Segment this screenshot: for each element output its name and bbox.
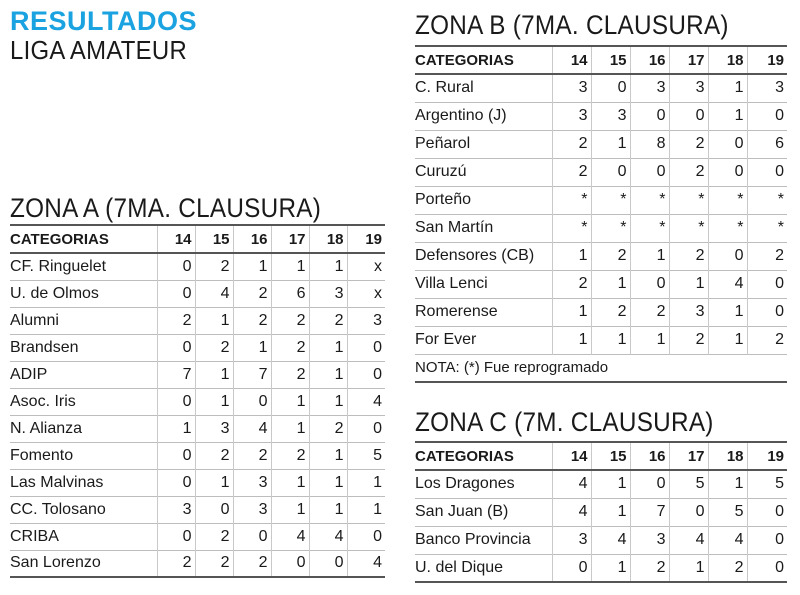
team-name: CC. Tolosano	[10, 500, 106, 518]
team-name: Brandsen	[10, 338, 79, 356]
table-row	[415, 326, 787, 354]
score-cell: 2	[157, 550, 195, 577]
team-name: Peñarol	[415, 135, 471, 152]
zona-b-table	[415, 45, 787, 383]
score-cell: 1	[591, 326, 630, 354]
table-row	[10, 253, 385, 280]
table-header-row	[415, 442, 787, 470]
score-cell: 4	[669, 526, 708, 554]
score-cell: 2	[669, 158, 708, 186]
score-cell: 3	[669, 74, 708, 102]
table-row	[415, 74, 787, 102]
score-cell: 2	[271, 307, 309, 334]
score-cell: 1	[347, 496, 385, 523]
score-cell: 1	[591, 470, 630, 498]
score-cell: 4	[708, 526, 747, 554]
team-name: Porteño	[415, 191, 472, 208]
column-header-19: 19	[747, 46, 787, 74]
score-cell: 3	[233, 469, 271, 496]
score-cell: 3	[157, 496, 195, 523]
score-cell: 6	[747, 130, 787, 158]
page-subtitle: LIGA AMATEUR	[10, 35, 188, 65]
score-cell: 2	[233, 280, 271, 307]
score-cell: 1	[309, 388, 347, 415]
table-row	[10, 388, 385, 415]
table-row	[415, 498, 787, 526]
score-cell: 1	[630, 326, 669, 354]
zona-c-table	[415, 441, 787, 583]
team-name: U. del Dique	[415, 558, 504, 576]
score-cell: 1	[591, 498, 630, 526]
score-cell: 2	[591, 298, 630, 326]
table-row	[415, 242, 787, 270]
table-row	[10, 496, 385, 523]
score-cell: 1	[157, 415, 195, 442]
score-cell: 0	[747, 102, 787, 130]
score-cell: 4	[347, 550, 385, 577]
table-row	[10, 550, 385, 577]
score-cell: 2	[271, 442, 309, 469]
column-header-categorias: CATEGORIAS	[10, 230, 109, 248]
score-cell: 2	[309, 415, 347, 442]
score-cell: 4	[271, 523, 309, 550]
zona-b-section	[415, 10, 787, 383]
score-cell: 2	[195, 442, 233, 469]
team-name: ADIP	[10, 365, 48, 383]
score-cell: 7	[233, 361, 271, 388]
column-header-14: 14	[157, 225, 195, 253]
zona-a-section	[10, 193, 385, 578]
score-cell: 2	[747, 326, 787, 354]
score-cell: 0	[233, 388, 271, 415]
score-cell: 1	[195, 361, 233, 388]
score-cell: *	[669, 214, 708, 242]
team-name: San Martín	[415, 219, 494, 236]
column-header-18: 18	[708, 442, 747, 470]
team-name: Asoc. Iris	[10, 392, 76, 410]
table-header-row	[10, 225, 385, 253]
zona-a-table	[10, 224, 385, 578]
score-cell: *	[669, 186, 708, 214]
score-cell: 1	[552, 242, 591, 270]
score-cell: 2	[552, 270, 591, 298]
score-cell: 2	[552, 130, 591, 158]
score-cell: 3	[347, 307, 385, 334]
score-cell: 0	[591, 74, 630, 102]
table-row	[10, 469, 385, 496]
score-cell: 2	[708, 554, 747, 582]
score-cell: 1	[271, 388, 309, 415]
score-cell: 2	[157, 307, 195, 334]
column-header-19: 19	[347, 225, 385, 253]
score-cell: 3	[233, 496, 271, 523]
score-cell: 3	[552, 74, 591, 102]
table-row	[415, 526, 787, 554]
score-cell: 0	[591, 158, 630, 186]
score-cell: 4	[552, 498, 591, 526]
column-header-14: 14	[552, 46, 591, 74]
score-cell: 0	[630, 470, 669, 498]
score-cell: 2	[630, 298, 669, 326]
score-cell: 1	[195, 469, 233, 496]
column-header-16: 16	[233, 225, 271, 253]
table-note: NOTA: (*) Fue reprogramado	[415, 354, 787, 382]
score-cell: 4	[591, 526, 630, 554]
team-name: Defensores (CB)	[415, 247, 535, 264]
score-cell: 3	[630, 526, 669, 554]
score-cell: 0	[630, 158, 669, 186]
score-cell: 0	[157, 469, 195, 496]
score-cell: 5	[347, 442, 385, 469]
column-header-15: 15	[195, 225, 233, 253]
score-cell: *	[591, 214, 630, 242]
column-header-15: 15	[591, 46, 630, 74]
table-row	[415, 554, 787, 582]
note-row	[415, 354, 787, 382]
score-cell: 4	[708, 270, 747, 298]
score-cell: *	[747, 214, 787, 242]
table-row	[10, 415, 385, 442]
score-cell: 0	[309, 550, 347, 577]
score-cell: 0	[157, 334, 195, 361]
table-row	[10, 523, 385, 550]
column-header-17: 17	[669, 46, 708, 74]
score-cell: 7	[157, 361, 195, 388]
team-name: Las Malvinas	[10, 473, 104, 491]
team-name: Villa Lenci	[415, 275, 488, 292]
score-cell: 0	[552, 554, 591, 582]
score-cell: 1	[309, 469, 347, 496]
score-cell: 0	[708, 242, 747, 270]
score-cell: 0	[747, 554, 787, 582]
score-cell: 2	[271, 334, 309, 361]
team-name: For Ever	[415, 331, 477, 348]
zona-c-title: ZONA C (7M. CLAUSURA)	[415, 407, 714, 437]
table-row	[10, 307, 385, 334]
column-header-16: 16	[630, 442, 669, 470]
team-name: Los Dragones	[415, 475, 515, 493]
score-cell: 3	[591, 102, 630, 130]
score-cell: 1	[309, 334, 347, 361]
table-row	[10, 442, 385, 469]
score-cell: 1	[309, 496, 347, 523]
score-cell: 1	[708, 326, 747, 354]
score-cell: 5	[708, 498, 747, 526]
score-cell: *	[747, 186, 787, 214]
score-cell: 0	[708, 130, 747, 158]
score-cell: 2	[195, 523, 233, 550]
team-name: Curuzú	[415, 163, 467, 180]
score-cell: 1	[708, 74, 747, 102]
score-cell: 2	[630, 554, 669, 582]
column-header-17: 17	[271, 225, 309, 253]
score-cell: 1	[591, 554, 630, 582]
score-cell: 0	[747, 158, 787, 186]
score-cell: 2	[309, 307, 347, 334]
team-name: Banco Provincia	[415, 531, 531, 548]
score-cell: 0	[271, 550, 309, 577]
score-cell: 0	[630, 102, 669, 130]
score-cell: 2	[195, 550, 233, 577]
score-cell: 0	[669, 498, 708, 526]
table-row	[10, 361, 385, 388]
score-cell: 0	[747, 498, 787, 526]
score-cell: *	[630, 186, 669, 214]
score-cell: 2	[747, 242, 787, 270]
table-row	[415, 130, 787, 158]
page-title: RESULTADOS	[10, 6, 197, 36]
score-cell: 2	[552, 158, 591, 186]
score-cell: 6	[271, 280, 309, 307]
team-name: Argentino (J)	[415, 107, 507, 124]
column-header-19: 19	[747, 442, 787, 470]
score-cell: 3	[669, 298, 708, 326]
score-cell: 1	[233, 334, 271, 361]
score-cell: 1	[195, 307, 233, 334]
score-cell: 5	[669, 470, 708, 498]
score-cell: 1	[591, 270, 630, 298]
score-cell: 4	[309, 523, 347, 550]
column-header-categorias: CATEGORIAS	[415, 447, 514, 465]
score-cell: 2	[591, 242, 630, 270]
score-cell: 2	[233, 442, 271, 469]
score-cell: *	[552, 186, 591, 214]
score-cell: 0	[747, 526, 787, 554]
score-cell: 0	[157, 388, 195, 415]
score-cell: 3	[552, 526, 591, 554]
zona-c-section	[415, 407, 787, 583]
score-cell: 1	[195, 388, 233, 415]
score-cell: 1	[233, 253, 271, 280]
score-cell: 1	[309, 253, 347, 280]
team-name: San Lorenzo	[10, 554, 101, 572]
column-header-16: 16	[630, 46, 669, 74]
table-row	[415, 102, 787, 130]
score-cell: 3	[552, 102, 591, 130]
score-cell: 2	[195, 334, 233, 361]
team-name: U. de Olmos	[10, 284, 99, 302]
score-cell: *	[708, 186, 747, 214]
team-name: Alumni	[10, 311, 59, 329]
table-row	[415, 270, 787, 298]
score-cell: 1	[347, 469, 385, 496]
score-cell: 7	[630, 498, 669, 526]
score-cell: 3	[747, 74, 787, 102]
column-header-categorias: CATEGORIAS	[415, 51, 514, 69]
score-cell: 0	[347, 415, 385, 442]
score-cell: 0	[747, 270, 787, 298]
score-cell: 0	[708, 158, 747, 186]
team-name: Fomento	[10, 446, 74, 464]
score-cell: 8	[630, 130, 669, 158]
score-cell: 0	[747, 298, 787, 326]
score-cell: 0	[157, 523, 195, 550]
page-header	[10, 6, 202, 64]
team-name: C. Rural	[415, 79, 474, 97]
team-name: CF. Ringuelet	[10, 257, 107, 275]
score-cell: 1	[669, 270, 708, 298]
team-name: Romerense	[415, 303, 498, 320]
score-cell: *	[552, 214, 591, 242]
column-header-17: 17	[669, 442, 708, 470]
table-row	[415, 214, 787, 242]
score-cell: 2	[233, 307, 271, 334]
table-header-row	[415, 46, 787, 74]
score-cell: 1	[309, 442, 347, 469]
table-row	[10, 280, 385, 307]
score-cell: 0	[157, 280, 195, 307]
score-cell: x	[347, 280, 385, 307]
table-row	[10, 334, 385, 361]
score-cell: 1	[271, 496, 309, 523]
score-cell: *	[630, 214, 669, 242]
table-row	[415, 186, 787, 214]
score-cell: 1	[271, 253, 309, 280]
score-cell: 4	[233, 415, 271, 442]
score-cell: *	[591, 186, 630, 214]
zona-b-title: ZONA B (7MA. CLAUSURA)	[415, 10, 729, 40]
column-header-18: 18	[309, 225, 347, 253]
column-header-14: 14	[552, 442, 591, 470]
score-cell: 4	[552, 470, 591, 498]
score-cell: 0	[157, 253, 195, 280]
score-cell: 1	[271, 415, 309, 442]
score-cell: x	[347, 253, 385, 280]
score-cell: 1	[552, 298, 591, 326]
score-cell: *	[708, 214, 747, 242]
score-cell: 0	[630, 270, 669, 298]
table-row	[415, 298, 787, 326]
score-cell: 1	[708, 102, 747, 130]
score-cell: 0	[347, 523, 385, 550]
team-name: CRIBA	[10, 527, 59, 545]
score-cell: 0	[233, 523, 271, 550]
score-cell: 0	[157, 442, 195, 469]
score-cell: 2	[271, 361, 309, 388]
column-header-15: 15	[591, 442, 630, 470]
team-name: N. Alianza	[10, 419, 83, 437]
score-cell: 1	[309, 361, 347, 388]
score-cell: 2	[195, 253, 233, 280]
score-cell: 2	[669, 242, 708, 270]
score-cell: 2	[669, 326, 708, 354]
score-cell: 4	[195, 280, 233, 307]
score-cell: 0	[347, 361, 385, 388]
score-cell: 2	[233, 550, 271, 577]
score-cell: 1	[708, 298, 747, 326]
score-cell: 3	[309, 280, 347, 307]
score-cell: 4	[347, 388, 385, 415]
zona-a-title: ZONA A (7MA. CLAUSURA)	[10, 193, 322, 223]
score-cell: 0	[195, 496, 233, 523]
score-cell: 1	[552, 326, 591, 354]
score-cell: 1	[669, 554, 708, 582]
team-name: San Juan (B)	[415, 503, 509, 520]
score-cell: 2	[669, 130, 708, 158]
score-cell: 1	[591, 130, 630, 158]
table-row	[415, 470, 787, 498]
score-cell: 5	[747, 470, 787, 498]
score-cell: 3	[195, 415, 233, 442]
score-cell: 1	[630, 242, 669, 270]
score-cell: 1	[708, 470, 747, 498]
score-cell: 3	[630, 74, 669, 102]
score-cell: 1	[271, 469, 309, 496]
score-cell: 0	[669, 102, 708, 130]
table-row	[415, 158, 787, 186]
score-cell: 0	[347, 334, 385, 361]
column-header-18: 18	[708, 46, 747, 74]
